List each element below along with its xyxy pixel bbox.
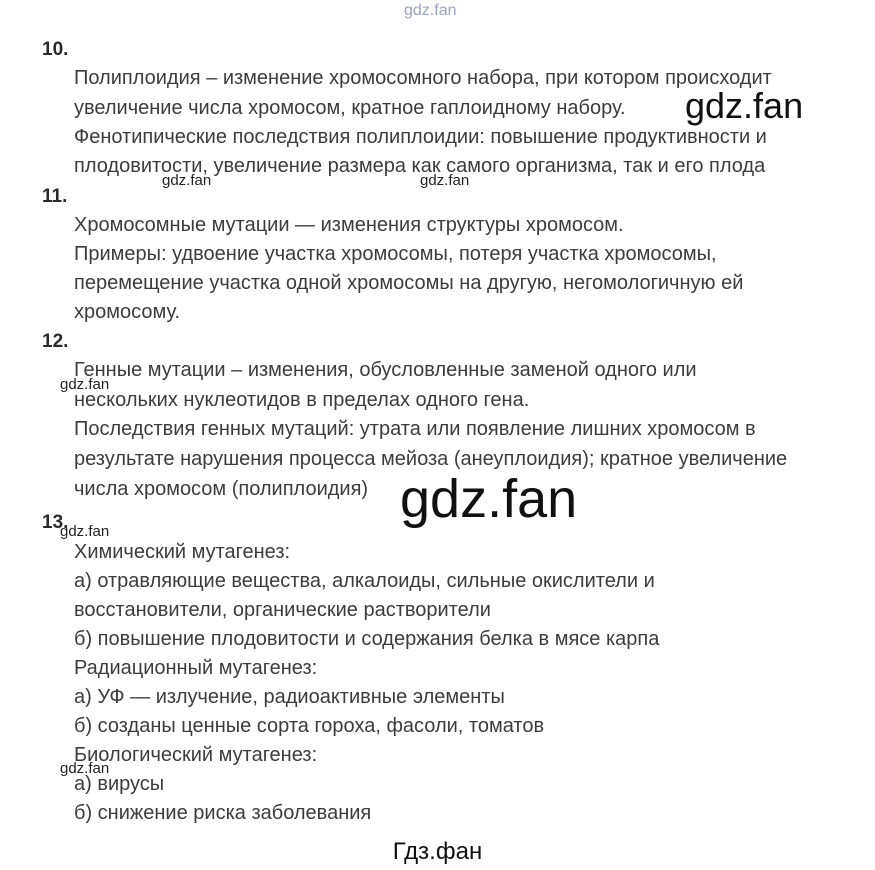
- watermark-small-1: gdz.fan: [162, 172, 212, 189]
- item-13-line-5: Радиационный мутагенез:: [74, 657, 318, 679]
- item-13-line-6: а) УФ — излучение, радиоактивные элементы: [74, 686, 505, 708]
- item-13-line-2: а) отравляющие вещества, алкалоиды, сильные окислители и: [74, 570, 655, 592]
- item-11-line-4: хромосому.: [74, 301, 180, 323]
- item-13-line-7: б) созданы ценные сорта гороха, фасоли, томатов: [74, 715, 545, 737]
- item-11-line-2: Примеры: удвоение участка хромосомы, потеря участка хромосомы,: [74, 243, 717, 265]
- watermark-small-3: gdz.fan: [60, 376, 110, 393]
- watermark-small-5: gdz.fan: [60, 760, 110, 777]
- item-12-line-4: результате нарушения процесса мейоза (анеуплоидия); кратное увеличение: [74, 448, 788, 470]
- item-11-line-1: Хромосомные мутации — изменения структуры хромосом.: [74, 214, 624, 236]
- item-10-line-2: увеличение числа хромосом, кратное гаплоидному набору.: [74, 97, 626, 119]
- item-10-line-4: плодовитости, увеличение размера как самого организма, так и его плода: [74, 155, 766, 177]
- watermark-top: gdz.fan: [404, 2, 457, 19]
- item-13-line-3: восстановители, органические растворители: [74, 599, 491, 621]
- item-13-line-9: а) вирусы: [74, 773, 165, 795]
- item-10-line-1: Полиплоидия – изменение хромосомного набора, при котором происходит: [74, 67, 772, 89]
- watermark-small-4: gdz.fan: [60, 523, 110, 540]
- item-12-line-1: Генные мутации – изменения, обусловленные заменой одного или: [74, 359, 697, 381]
- watermark-medium: gdz.fan: [685, 85, 804, 126]
- watermark-large: gdz.fan: [400, 469, 578, 529]
- item-13-line-4: б) повышение плодовитости и содержания белка в мясе карпа: [74, 628, 660, 650]
- item-12-line-2: нескольких нуклеотидов в пределах одного гена.: [74, 389, 530, 411]
- item-12-line-3: Последствия генных мутаций: утрата или появление лишних хромосом в: [74, 418, 756, 440]
- item-11-line-3: перемещение участка одной хромосомы на другую, негомологичную ей: [74, 272, 744, 294]
- item-10-line-3: Фенотипические последствия полиплоидии: повышение продуктивности и: [74, 126, 767, 148]
- item-13-line-8: Биологический мутагенез:: [74, 744, 318, 766]
- item-number-13: 13.: [42, 512, 69, 533]
- item-13-line-1: Химический мутагенез:: [74, 541, 291, 563]
- item-12-line-5: числа хромосом (полиплоидия): [74, 478, 369, 500]
- watermark-small-2: gdz.fan: [420, 172, 470, 189]
- item-number-12: 12.: [42, 331, 69, 352]
- item-number-10: 10.: [42, 39, 69, 60]
- footer-site-name: Гдз.фан: [392, 838, 483, 865]
- item-13-line-10: б) снижение риска заболевания: [74, 802, 372, 824]
- item-number-11: 11.: [42, 186, 68, 207]
